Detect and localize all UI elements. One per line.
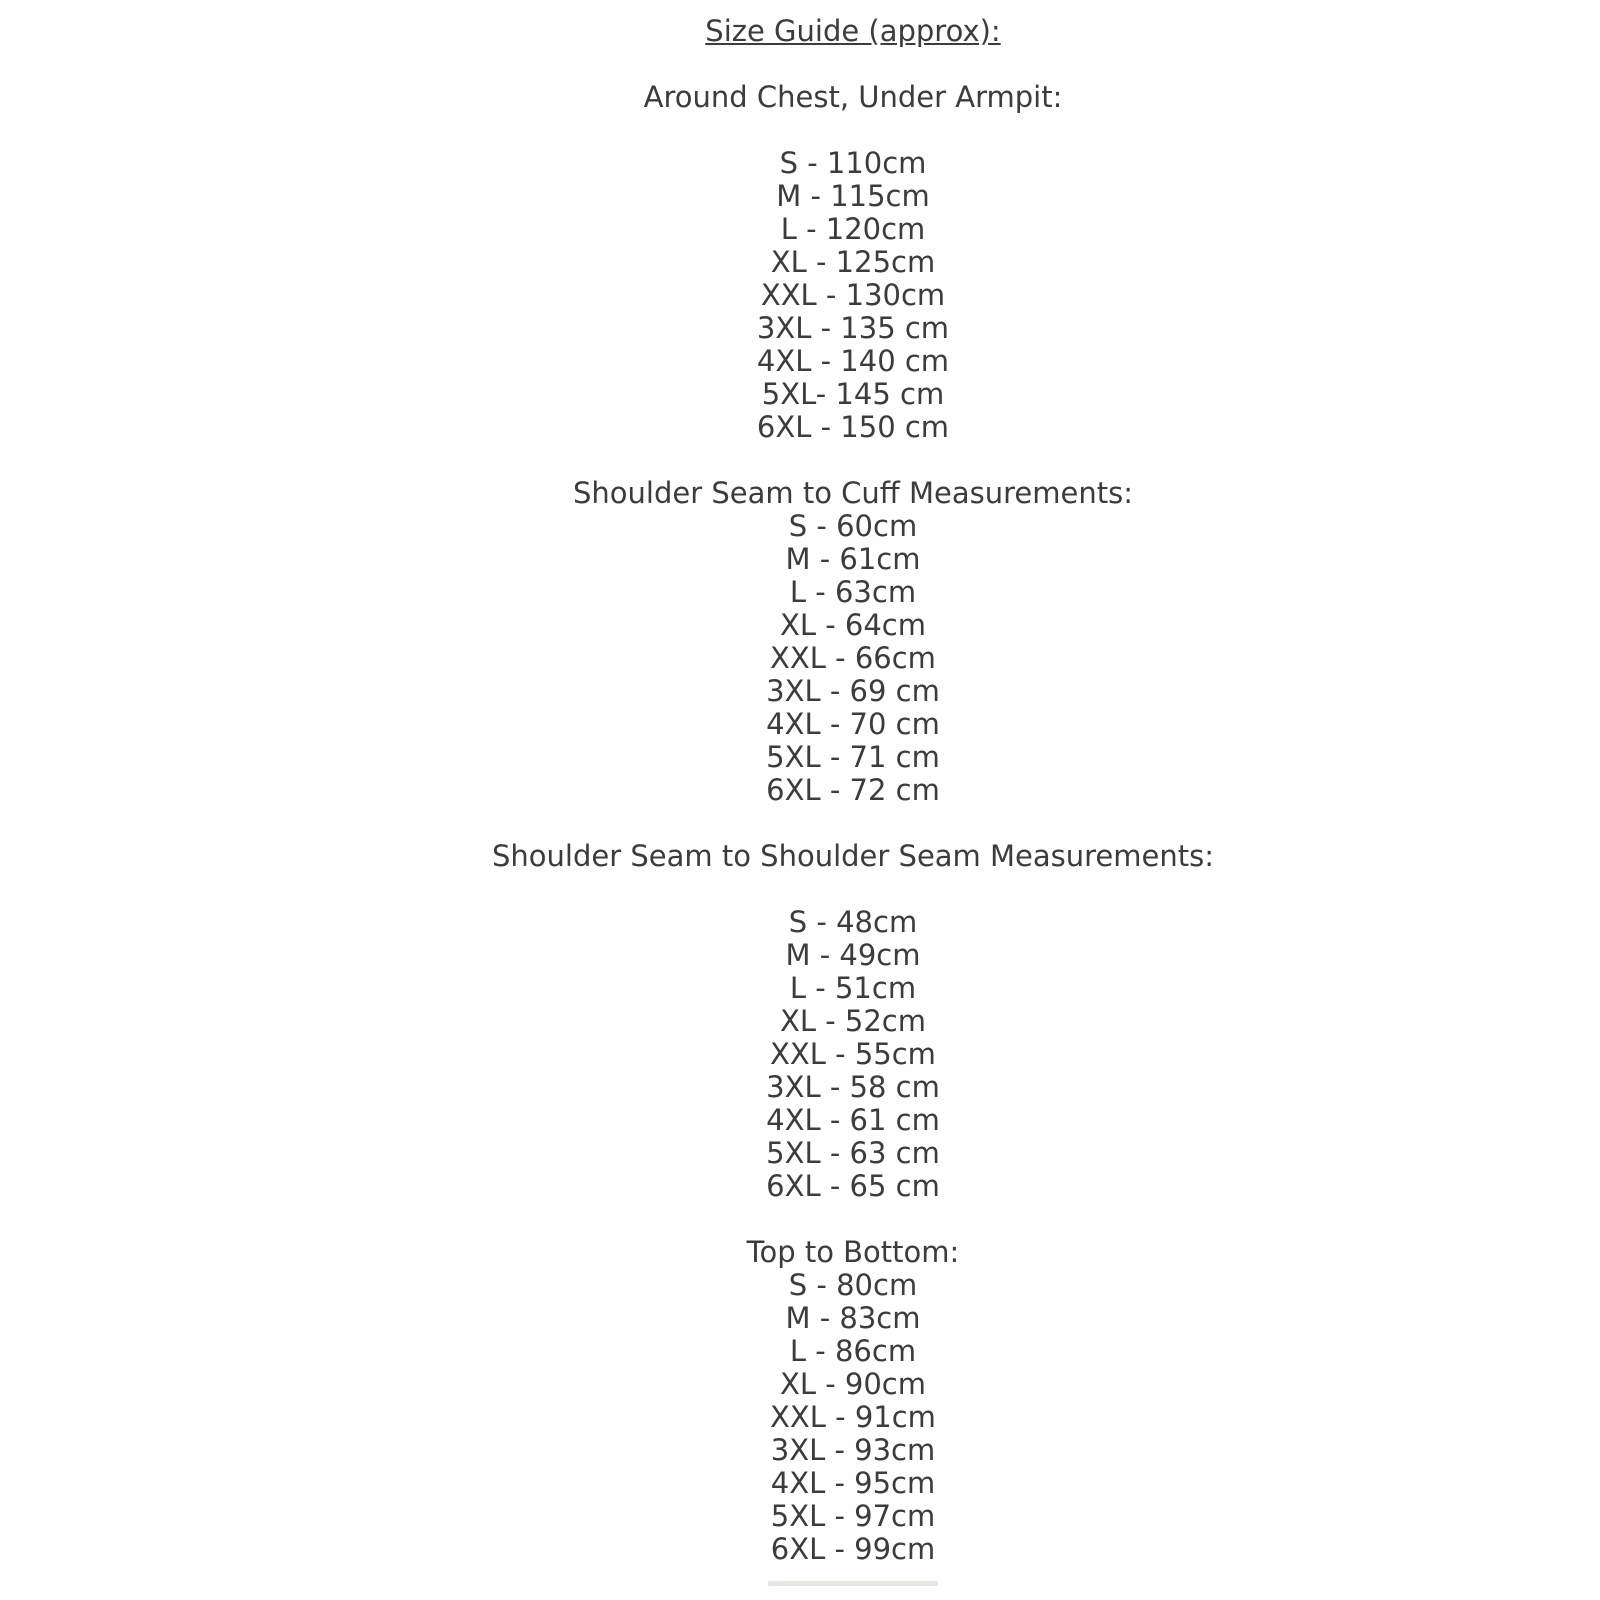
size-row: 3XL - 69 cm (766, 674, 940, 708)
size-row: XL - 125cm (770, 245, 936, 279)
size-row: L - 51cm (789, 971, 917, 1005)
size-list-around-chest (103, 147, 1600, 444)
size-row: S - 110cm (779, 146, 927, 180)
size-row: L - 120cm (780, 212, 926, 246)
size-list-top-to-bottom (103, 1269, 1600, 1566)
size-list-shoulder-to-shoulder (103, 906, 1600, 1203)
section-heading-shoulder-to-shoulder: Shoulder Seam to Shoulder Seam Measurements: (492, 839, 1214, 873)
size-row: 4XL - 95cm (770, 1466, 936, 1500)
size-row: M - 61cm (785, 542, 921, 576)
size-row: XXL - 55cm (770, 1037, 936, 1071)
size-row: L - 86cm (789, 1334, 917, 1368)
section-shoulder-to-cuff (103, 477, 1600, 807)
size-row: 5XL - 71 cm (766, 740, 940, 774)
size-guide-document (103, 15, 1600, 1566)
size-row: 3XL - 135 cm (756, 311, 950, 345)
size-row: 6XL - 72 cm (766, 773, 940, 807)
size-row: 5XL - 97cm (770, 1499, 936, 1533)
section-top-to-bottom (103, 1236, 1600, 1566)
size-row: 5XL- 145 cm (761, 377, 945, 411)
size-row: 4XL - 140 cm (756, 344, 950, 378)
section-shoulder-to-shoulder (103, 840, 1600, 1203)
size-row: XL - 64cm (779, 608, 927, 642)
section-heading-top-to-bottom: Top to Bottom: (746, 1235, 960, 1269)
size-row: XL - 90cm (779, 1367, 927, 1401)
section-heading-shoulder-to-cuff: Shoulder Seam to Cuff Measurements: (573, 476, 1133, 510)
size-row: 6XL - 65 cm (766, 1169, 940, 1203)
size-row: 3XL - 93cm (770, 1433, 936, 1467)
size-row: 6XL - 99cm (770, 1532, 936, 1566)
size-row: S - 60cm (788, 509, 918, 543)
size-row: 4XL - 70 cm (766, 707, 940, 741)
size-row: XL - 52cm (779, 1004, 927, 1038)
size-row: 4XL - 61 cm (766, 1103, 940, 1137)
section-around-chest (103, 81, 1600, 444)
size-row: XXL - 91cm (770, 1400, 936, 1434)
section-heading-around-chest: Around Chest, Under Armpit: (643, 80, 1063, 114)
page-title: Size Guide (approx): (705, 14, 1001, 48)
size-row: M - 49cm (785, 938, 921, 972)
size-row: L - 63cm (789, 575, 917, 609)
size-row: 3XL - 58 cm (766, 1070, 940, 1104)
size-row: XXL - 66cm (770, 641, 936, 675)
size-row: M - 83cm (785, 1301, 921, 1335)
cutoff-text-remnant (768, 1581, 938, 1586)
size-row: 5XL - 63 cm (766, 1136, 940, 1170)
size-row: M - 115cm (776, 179, 930, 213)
size-list-shoulder-to-cuff (103, 510, 1600, 807)
size-row: S - 48cm (788, 905, 918, 939)
size-row: 6XL - 150 cm (756, 410, 950, 444)
size-row: S - 80cm (788, 1268, 918, 1302)
size-row: XXL - 130cm (760, 278, 946, 312)
